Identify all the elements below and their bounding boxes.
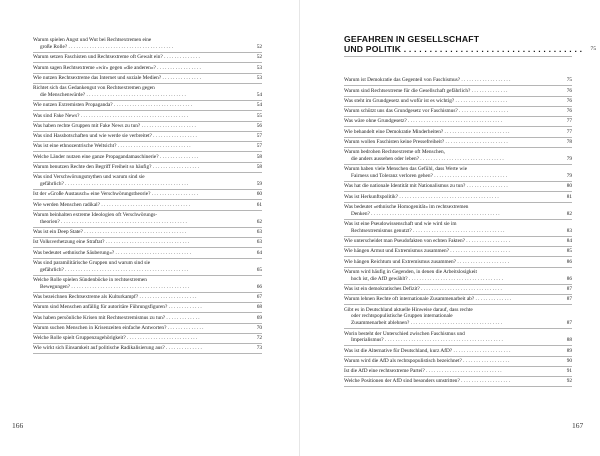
toc-entry-title	[33, 54, 248, 61]
toc-entry-line: Ist die AfD eine rechtsextreme Partei? . . . . . . . . . . . . . . . . . . . . . . . . . . . . .	[344, 368, 502, 375]
toc-entry-line: Denken? . . . . . . . . . . . . . . . . . . . . . . . . . . . . . . . . . . . . . . . . . . . . . . . . .	[351, 210, 500, 217]
toc-entry-page: 64	[256, 249, 262, 256]
toc-entry-page: 77	[566, 118, 572, 125]
toc-entry-line: Warum setzen Faschisten und Rechtsextreme oft Gewalt ein? . . . . . . . . . . . . . .	[33, 54, 200, 61]
toc-entry	[344, 117, 572, 127]
toc-entry-page: 69	[256, 314, 262, 321]
toc-entry-title	[33, 335, 248, 342]
toc-entry-line: Was steht im Grundgesetz und wofür ist es wichtig? . . . . . . . . . . . . . . . . . . . .	[344, 97, 508, 104]
toc-entry-page: 52	[256, 54, 262, 61]
toc-entry-line: Was wäre ohne Grundgesetz? . . . . . . . . . . . . . . . . . . . . . . . . . . . . . . . . . . . .	[344, 118, 503, 125]
toc-entry	[344, 329, 572, 346]
toc-entry-line: Warum beinhalten extreme Ideologien oft Verschwörungs-	[33, 211, 158, 218]
toc-entry	[33, 152, 262, 162]
toc-entry	[33, 36, 262, 53]
toc-entry-page: 67	[256, 293, 262, 300]
toc-entry-title	[33, 102, 248, 109]
toc-entry-line: Imperialismus? . . . . . . . . . . . . . . . . . . . . . . . . . . . . . . . . . . . . . . . . . . . . .	[351, 337, 503, 344]
toc-entry-title	[33, 191, 248, 198]
toc-entry-page: 76	[566, 108, 572, 115]
toc-entry-title	[33, 304, 248, 311]
toc-entry	[33, 190, 262, 200]
toc-entry-page: 72	[256, 335, 262, 342]
toc-entry-line: Was haben rechte Gruppen mit Fake News zu tun? . . . . . . . . . . . . . . . . . . . . .	[33, 122, 196, 129]
toc-entry	[33, 344, 262, 354]
toc-entry	[344, 138, 572, 148]
toc-entry-line: Welche Positionen der AfD sind besonders umstritten? . . . . . . . . . . . . . . . . . . .	[344, 378, 511, 385]
toc-entry	[33, 228, 262, 238]
toc-entry-title	[344, 149, 558, 163]
toc-entry-page: 78	[566, 138, 572, 145]
toc-entry-line: die Menschenwürde? . . . . . . . . . . . . . . . . . . . . . . . . . . . . . . . . . . . . . .	[40, 92, 186, 99]
toc-entry	[33, 173, 262, 190]
toc-entry-page: 79	[566, 173, 572, 180]
toc-entry-page: 92	[566, 378, 572, 385]
toc-entry-title	[344, 183, 558, 190]
section-heading-line-1: GEFAHREN IN GESELLSCHAFT	[344, 34, 480, 44]
page-number-left: 166	[12, 421, 24, 430]
toc-entry-line: Warum lehnen Rechte oft internationale Zusammenarbeit ab? . . . . . . . . . . . . . .	[344, 296, 512, 303]
toc-entry-page: 55	[256, 112, 262, 119]
toc-entry-page: 87	[566, 296, 572, 303]
toc-entry-title	[344, 238, 558, 245]
toc-entry-line: Wie behandelt eine Demokratie Minderheiten? . . . . . . . . . . . . . . . . . . . . . . . . .	[344, 128, 510, 135]
toc-entry	[33, 276, 262, 293]
toc-entry-line: Was ist die Alternative für Deutschland, kurz AfD? . . . . . . . . . . . . . . . . . . . . . .	[344, 347, 511, 354]
toc-entry-page: 83	[566, 227, 572, 234]
toc-entry-title	[344, 129, 558, 136]
toc-entry-page: 90	[566, 357, 572, 364]
toc-entry-page: 53	[256, 64, 262, 71]
section-heading-page: 75	[590, 46, 597, 53]
toc-entry-page: 81	[566, 193, 572, 200]
toc-entry-line: Ist der »Große Austausch« eine Verschwörungstheorie? . . . . . . . . . . . . . . . . . .	[33, 191, 199, 198]
toc-entry	[344, 357, 572, 367]
toc-entry-title	[33, 294, 248, 301]
toc-entry-page: 52	[256, 44, 262, 51]
toc-entry-page: 61	[256, 201, 262, 208]
toc-entry-page: 56	[256, 122, 262, 129]
toc-entry-title	[344, 139, 558, 146]
page-number-right: 167	[572, 421, 584, 430]
toc-entry	[33, 324, 262, 334]
toc-entry	[344, 285, 572, 295]
toc-entry-line: Welche Rolle spielen Sündenböcke in rechtsextremen	[33, 276, 147, 283]
toc-entry-title	[344, 358, 558, 365]
toc-entry-title	[33, 212, 248, 226]
toc-entry-title	[33, 65, 248, 72]
toc-entry-line: gefährlich? . . . . . . . . . . . . . . . . . . . . . . . . . . . . . . . . . . . . . . . . . . . . . . .	[40, 181, 189, 188]
toc-entry-page: 86	[566, 258, 572, 265]
heading-rule	[344, 56, 572, 57]
toc-entry-page: 73	[256, 345, 262, 352]
toc-entry-title	[33, 202, 248, 209]
toc-entry-page: 82	[566, 210, 572, 217]
toc-entry-page: 58	[256, 163, 262, 170]
toc-entry-line: Was bedeutet »ethnische Säuberung«? . . . . . . . . . . . . . . . . . . . . . . . . . . . . .	[33, 249, 192, 256]
toc-entry-line: Was sind Hassbotschaften und wie werde sie verbreitet? . . . . . . . . . . . . . . . . .	[33, 133, 197, 140]
toc-entry-page: 57	[256, 133, 262, 140]
toc-entry-page: 76	[566, 87, 572, 94]
toc-entry-page: 65	[256, 266, 262, 273]
toc-entry-page: 86	[566, 275, 572, 282]
toc-entry-title	[344, 296, 558, 303]
toc-entry-line: Warum sind Menschen anfällig für autoritäre Führungsfiguren? . . . . . . . . . . . . .	[33, 304, 202, 311]
toc-entry-title	[33, 113, 248, 120]
toc-entry-line: Was ist ein Deep State? . . . . . . . . . . . . . . . . . . . . . . . . . . . . . . . . . . . . . . .	[33, 228, 187, 235]
toc-entry-title	[33, 37, 248, 51]
section-heading-line-2: UND POLITIK . . . . . . . . . . . . . . . . . . . . . . . . . . . . . . . . . . .	[344, 44, 583, 55]
toc-entry	[344, 203, 572, 220]
toc-entry-line: Wie nutzen Rechtsextreme das Internet und soziale Medien? . . . . . . . . . . . . . . .	[33, 74, 201, 81]
toc-entry	[33, 132, 262, 142]
toc-entry-title	[344, 378, 558, 385]
toc-entry-page: 59	[256, 181, 262, 188]
toc-entry-line: hoch ist, die AfD gewählt? . . . . . . . . . . . . . . . . . . . . . . . . . . . . . . . . . . . .	[351, 275, 503, 282]
toc-entry	[344, 367, 572, 377]
toc-entry-title	[344, 77, 558, 84]
toc-entry	[344, 148, 572, 165]
toc-entry-line: Wie hängen Armut und Extremismus zusammen? . . . . . . . . . . . . . . . . . . . . . . .	[344, 248, 510, 255]
toc-entry	[33, 334, 262, 344]
toc-entry	[344, 268, 572, 285]
toc-entry-page: 87	[566, 286, 572, 293]
toc-entry	[344, 295, 572, 305]
toc-entry-line: Was ist Herkunftspolitik? . . . . . . . . . . . . . . . . . . . . . . . . . . . . . . . . . . . . . .	[344, 193, 499, 200]
toc-entry	[33, 200, 262, 210]
toc-entry-title	[344, 368, 558, 375]
toc-entry	[33, 122, 262, 132]
toc-entry-title	[33, 345, 248, 352]
toc-entry	[344, 97, 572, 107]
toc-entry-line: Warum wird die AfD als rechtspopulistisch bezeichnet? . . . . . . . . . . . . . . . . . .	[344, 357, 510, 364]
toc-entry-line: gefährlich? . . . . . . . . . . . . . . . . . . . . . . . . . . . . . . . . . . . . . . . . . . . . . . .	[40, 266, 189, 273]
toc-entry-title	[344, 259, 558, 266]
toc-entry	[344, 127, 572, 137]
toc-entry-title	[344, 348, 558, 355]
toc-entry-line: Warum wollen Faschisten keine Pressefreiheit? . . . . . . . . . . . . . . . . . . . . . . . .	[344, 138, 508, 145]
toc-entry-title	[33, 315, 248, 322]
section-heading-line-2-row	[344, 44, 597, 55]
toc-entry	[33, 248, 262, 258]
toc-entry-title	[33, 133, 248, 140]
toc-entry	[33, 303, 262, 313]
toc-entry-title	[33, 154, 248, 161]
toc-entry-line: Warum wird häufig in Gegenden, in denen die Arbeitslosigkeit	[344, 268, 477, 275]
toc-entry-title	[344, 88, 558, 95]
toc-entry-page: 88	[566, 337, 572, 344]
toc-entry-line: Was hat die nationale Identität mit Nationalismus zu tun? . . . . . . . . . . . . . . . .	[344, 183, 508, 190]
toc-entry-line: Was sind paramilitärische Gruppen und warum sind sie	[33, 259, 151, 266]
toc-entry-title	[344, 286, 558, 293]
toc-entry-page: 57	[256, 143, 262, 150]
toc-entry	[344, 192, 572, 202]
toc-entry-line: Warum spielen Angst und Wut bei Rechtsextremen eine	[33, 37, 152, 44]
toc-entry-title	[344, 108, 558, 115]
toc-entry-line: Warum benutzen Rechte den Begriff Freiheit so häufig? . . . . . . . . . . . . . . . . . .	[33, 163, 200, 170]
toc-entry-page: 60	[256, 191, 262, 198]
toc-entry-line: Bewegungen? . . . . . . . . . . . . . . . . . . . . . . . . . . . . . . . . . . . . . . . . . . . . .	[40, 283, 190, 290]
toc-list-right	[344, 76, 572, 387]
toc-entry-page: 58	[256, 153, 262, 160]
toc-entry	[33, 313, 262, 323]
toc-entry-line: Fairness und Toleranz verloren gehen? . . . . . . . . . . . . . . . . . . . . . . . . . . . .	[351, 173, 508, 180]
toc-entry-line: Warum sagen Rechtsextreme »wir« gegen »die anderen«? . . . . . . . . . . . . . . . . .	[33, 64, 201, 71]
toc-entry-line: Wie unterscheidet man Pseudofakten von echten Fakten? . . . . . . . . . . . . . . . . .	[344, 238, 511, 245]
toc-entry-title	[33, 229, 248, 236]
toc-entry	[344, 220, 572, 237]
toc-entry-line: Worin besteht der Unterschied zwischen Faschismus und	[344, 330, 465, 337]
toc-entry-line: Was ist ein demokratisches Defizit? . . . . . . . . . . . . . . . . . . . . . . . . . . . . . . .	[344, 286, 502, 293]
toc-entry-line: Wie hängen Reichtum und Extremismus zusammen? . . . . . . . . . . . . . . . . . . . .	[344, 258, 509, 265]
toc-entry	[33, 293, 262, 303]
toc-entry	[33, 84, 262, 101]
toc-entry-title	[344, 307, 558, 327]
toc-entry	[344, 257, 572, 267]
toc-entry-line: Warum haben viele Menschen das Gefühl, dass Werte wie	[344, 166, 468, 173]
toc-entry-line: Warum sind Rechtsextreme für die Gesellschaft gefährlich? . . . . . . . . . . . . . .	[344, 87, 508, 94]
toc-entry	[344, 86, 572, 96]
toc-entry-line: Was haben persönliche Krisen mit Rechtsextremismus zu tun? . . . . . . . . . . . . .	[33, 314, 200, 321]
toc-entry-line: Was bezeichnen Rechtsextreme als Kulturkampf? . . . . . . . . . . . . . . . . . . . . . .	[33, 293, 197, 300]
toc-entry-title	[344, 166, 558, 180]
toc-entry-line: Wie werden Menschen radikal? . . . . . . . . . . . . . . . . . . . . . . . . . . . . . . . . . .	[33, 201, 191, 208]
toc-entry-line: Wie wirkt sich Einsamkeit auf politische Radikalisierung aus? . . . . . . . . . . . . . .	[33, 345, 202, 352]
toc-entry-page: 53	[256, 74, 262, 81]
toc-entry	[344, 107, 572, 117]
toc-entry-page: 87	[566, 320, 572, 327]
toc-entry-line: Was sind Fake News? . . . . . . . . . . . . . . . . . . . . . . . . . . . . . . . . . . . . . . . . .	[33, 112, 189, 119]
toc-entry-title	[33, 174, 248, 188]
toc-entry-line: Ist Volksverhetzung eine Straftat? . . . . . . . . . . . . . . . . . . . . . . . . . . . . . . . .	[33, 239, 190, 246]
toc-entry-line: Was sind Verschwörungsmythen und warum sind sie	[33, 174, 145, 181]
toc-entry-line: Zusammenarbeit ablehnen? . . . . . . . . . . . . . . . . . . . . . . . . . . . . . . . . . . .	[351, 320, 503, 327]
toc-entry-title	[344, 118, 558, 125]
toc-entry-page: 54	[256, 92, 262, 99]
toc-entry-page: 77	[566, 128, 572, 135]
toc-entry-title	[33, 123, 248, 130]
toc-entry	[33, 259, 262, 276]
toc-entry	[33, 74, 262, 84]
toc-entry-line: Was bedeutet »ethnische Homogenität« im rechtsextremen	[344, 203, 469, 210]
toc-entry-page: 70	[256, 324, 262, 331]
toc-entry-page: 62	[256, 218, 262, 225]
toc-list-left	[33, 36, 262, 354]
toc-entry-title	[344, 194, 558, 201]
toc-entry-line: Warum bedrohen Rechtsextreme oft Menschen,	[344, 149, 445, 156]
toc-entry-title	[344, 98, 558, 105]
toc-entry	[344, 377, 572, 387]
toc-entry	[344, 76, 572, 86]
toc-entry	[344, 247, 572, 257]
toc-entry	[344, 165, 572, 182]
toc-entry-page: 76	[566, 97, 572, 104]
toc-entry-title	[344, 204, 558, 218]
toc-entry-title	[33, 164, 248, 171]
toc-entry-page: 80	[566, 183, 572, 190]
toc-entry	[33, 238, 262, 248]
toc-entry	[344, 182, 572, 192]
toc-entry-line: Welche Rolle spielt Gruppenzugehörigkeit? . . . . . . . . . . . . . . . . . . . . . . . . . . .	[33, 335, 198, 342]
toc-entry-page: 85	[566, 248, 572, 255]
toc-entry	[344, 305, 572, 329]
toc-entry-line: die anders aussehen oder leben? . . . . . . . . . . . . . . . . . . . . . . . . . . . . . . . .	[351, 156, 504, 163]
toc-entry-line: Welche Länder nutzen eine ganze Propagandamaschinerie? . . . . . . . . . . . . . . .	[33, 153, 199, 160]
toc-entry	[33, 142, 262, 152]
toc-entry-title	[33, 250, 248, 257]
toc-entry-line: Gibt es in Deutschland aktuelle Hinweise darauf, dass rechte	[344, 306, 473, 313]
toc-entry-title	[33, 260, 248, 274]
toc-entry-line: Richtet sich das Gedankengut von Rechtsextremen gegen	[33, 85, 155, 92]
toc-entry-line: theorien? . . . . . . . . . . . . . . . . . . . . . . . . . . . . . . . . . . . . . . . . . . . . . . . .	[40, 218, 187, 225]
toc-entry	[33, 53, 262, 63]
toc-entry-line: Wie nutzen Extremisten Propaganda? . . . . . . . . . . . . . . . . . . . . . . . . . . . . . .	[33, 102, 193, 109]
toc-entry-page: 68	[256, 304, 262, 311]
toc-entry-title	[33, 143, 248, 150]
toc-entry-title	[344, 248, 558, 255]
toc-entry-line: Was ist eine ethnozentrische Weltsicht? . . . . . . . . . . . . . . . . . . . . . . . . . . . .	[33, 143, 191, 150]
toc-entry	[344, 237, 572, 247]
toc-entry	[344, 346, 572, 356]
toc-entry	[33, 163, 262, 173]
toc-entry-page: 63	[256, 239, 262, 246]
toc-entry-line: Warum schützt uns das Grundgesetz vor Faschismus? . . . . . . . . . . . . . . . . . . .	[344, 108, 509, 115]
toc-entry-line: Was ist eine Pseudowissenschaft und wie wird sie im	[344, 221, 457, 228]
toc-entry-page: 54	[256, 102, 262, 109]
toc-entry-title	[33, 75, 248, 82]
toc-entry-line: Rechtsextremismus genutzt? . . . . . . . . . . . . . . . . . . . . . . . . . . . . . . . . . . .	[351, 227, 505, 234]
toc-entry-page: 75	[566, 77, 572, 84]
toc-entry-page: 79	[566, 156, 572, 163]
toc-entry	[33, 101, 262, 111]
toc-entry-page: 91	[566, 368, 572, 375]
toc-entry-title	[33, 325, 248, 332]
toc-entry-line: oder rechtspopulistische Gruppen internationale	[351, 313, 453, 320]
toc-entry-title	[344, 331, 558, 345]
toc-entry-title	[344, 269, 558, 283]
toc-entry-title	[33, 239, 248, 246]
toc-entry-title	[344, 221, 558, 235]
toc-entry-page: 66	[256, 283, 262, 290]
section-heading	[344, 34, 597, 55]
toc-entry-page: 89	[566, 347, 572, 354]
toc-entry	[33, 211, 262, 228]
toc-entry	[33, 63, 262, 73]
toc-entry-title	[33, 85, 248, 99]
toc-entry	[33, 111, 262, 121]
toc-entry-page: 63	[256, 228, 262, 235]
toc-entry-line: Warum suchen Menschen in Krisenzeiten einfache Antworten? . . . . . . . . . . . . . .	[33, 324, 204, 331]
toc-entry-line: große Rolle? . . . . . . . . . . . . . . . . . . . . . . . . . . . . . . . . . . . . . . . .	[40, 44, 174, 51]
toc-entry-page: 84	[566, 238, 572, 245]
toc-entry-title	[33, 277, 248, 291]
toc-entry-line: Warum ist Demokratie das Gegenteil von Faschismus? . . . . . . . . . . . . . . . . . . .	[344, 77, 511, 84]
